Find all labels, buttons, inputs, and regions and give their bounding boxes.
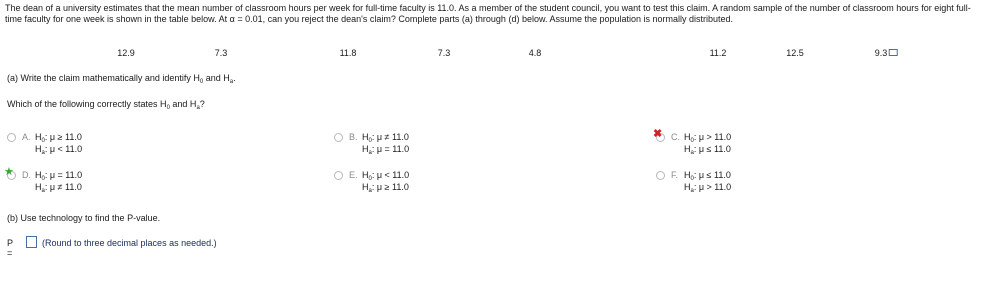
option-h0: $H_0$: μ < 11.0	[362, 170, 410, 182]
option-h0: $H_0$: μ ≥ 11.0	[35, 132, 82, 144]
option-h0: $H_0$: μ > 11.0	[684, 132, 732, 144]
data-value: 11.8	[339, 48, 357, 58]
x-mark-icon: ✖	[653, 128, 663, 140]
radio-button[interactable]	[656, 171, 665, 180]
option-ha: $H_a$: μ ≠ 11.0	[35, 182, 82, 194]
option-f[interactable]: F. $H_0$: μ ≤ 11.0 $H_a$: μ > 11.0	[656, 170, 836, 200]
data-value: 11.2	[709, 48, 727, 58]
star-icon: ★	[4, 166, 14, 178]
expand-table-icon[interactable]	[888, 49, 897, 56]
option-ha: $H_a$: μ ≥ 11.0	[362, 182, 409, 194]
option-ha: $H_a$: μ ≤ 11.0	[684, 144, 731, 156]
data-value: 4.8	[528, 48, 542, 58]
data-value: 12.5	[786, 48, 804, 58]
option-ha: $H_a$: μ = 11.0	[362, 144, 410, 156]
data-value: 9.3	[875, 48, 898, 58]
data-table	[0, 48, 981, 60]
radio-button[interactable]	[334, 171, 343, 180]
option-h0: $H_0$: μ = 11.0	[35, 170, 83, 182]
part-a-question: Which of the following correctly states $H_0$ and $H_a$?	[7, 99, 205, 111]
part-b-label: (b) Use technology to find the P-value.	[7, 213, 161, 223]
data-value: 7.3	[437, 48, 451, 58]
data-value: 7.3	[214, 48, 228, 58]
option-h0: $H_0$: μ ≠ 11.0	[362, 132, 409, 144]
p-value-input[interactable]	[26, 236, 37, 248]
radio-button[interactable]	[7, 133, 16, 142]
option-ha: $H_a$: μ > 11.0	[684, 182, 732, 194]
p-value-label: P =	[7, 238, 13, 258]
option-ha: $H_a$: μ < 11.0	[35, 144, 83, 156]
option-c[interactable]: ✖ C. $H_0$: μ > 11.0 $H_a$: μ ≤ 11.0	[653, 128, 732, 156]
data-value: 12.9	[117, 48, 135, 58]
option-d[interactable]: ★ D. $H_0$: μ = 11.0 $H_a$: μ ≠ 11.0	[4, 166, 83, 194]
radio-button[interactable]	[334, 133, 343, 142]
rounding-hint: (Round to three decimal places as needed.)	[42, 238, 217, 248]
option-h0: $H_0$: μ ≤ 11.0	[684, 170, 731, 182]
part-a-label: (a) Write the claim mathematically and identify $H_0$ and $H_a$.	[7, 73, 236, 85]
option-a[interactable]: A. $H_0$: μ ≥ 11.0 $H_a$: μ < 11.0	[7, 132, 187, 162]
problem-statement: The dean of a university estimates that the mean number of classroom hours per week for full-time faculty is 11.0. As a member of the student council, you want to test this claim. A random sample of the number of classroom hours for eight full-time faculty for one week is shown in the table below. At α = 0.01, can you reject the dean's claim? Complete parts (a) through (d) below. Assume the population is normally distributed.	[5, 3, 971, 24]
option-b[interactable]: B. $H_0$: μ ≠ 11.0 $H_a$: μ = 11.0	[334, 132, 514, 162]
option-e[interactable]: E. $H_0$: μ < 11.0 $H_a$: μ ≥ 11.0	[334, 170, 514, 200]
